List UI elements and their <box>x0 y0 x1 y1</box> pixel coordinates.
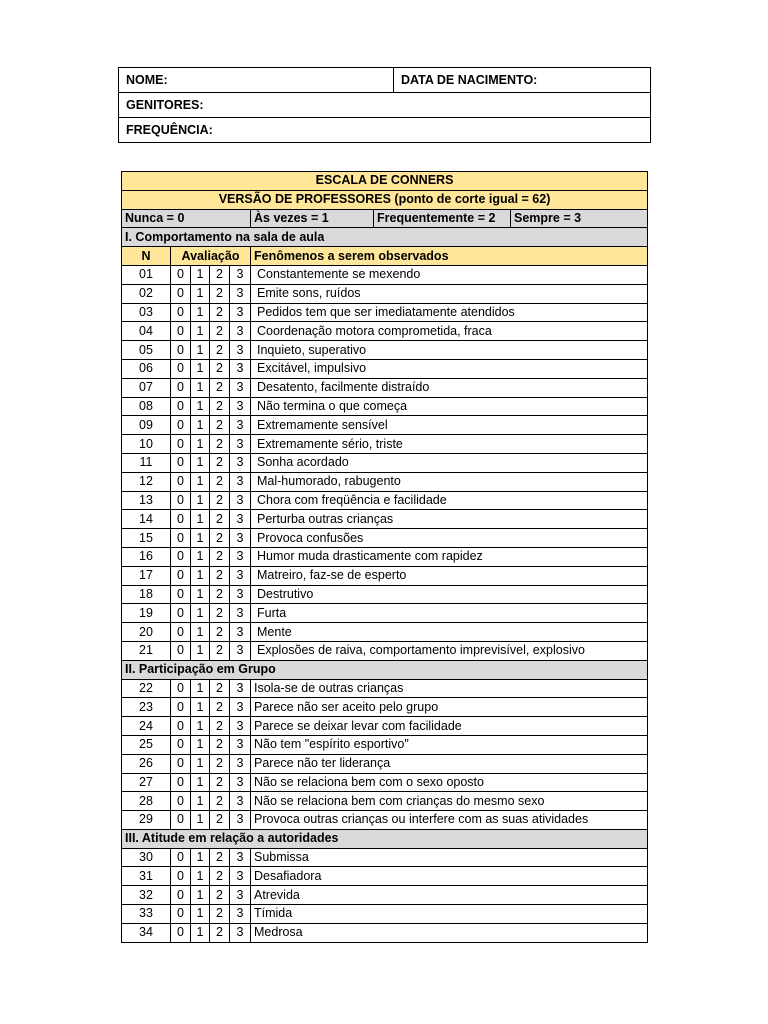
rating-option-2[interactable]: 2 <box>210 378 230 397</box>
rating-option-3[interactable]: 3 <box>230 435 251 454</box>
rating-option-3[interactable]: 3 <box>230 265 251 284</box>
parents-field[interactable]: GENITORES: <box>119 93 651 118</box>
item-number: 07 <box>122 378 171 397</box>
rating-option-0[interactable]: 0 <box>171 773 191 792</box>
item-row <box>122 566 648 585</box>
item-row <box>122 359 648 378</box>
item-description: Não termina o que começa <box>251 397 648 416</box>
rating-option-3[interactable]: 3 <box>230 303 251 322</box>
rating-option-2[interactable]: 2 <box>210 416 230 435</box>
rating-option-1[interactable]: 1 <box>191 792 210 811</box>
item-number: 13 <box>122 491 171 510</box>
item-number: 22 <box>122 679 171 698</box>
item-number: 08 <box>122 397 171 416</box>
item-number: 12 <box>122 472 171 491</box>
header-rating: Avaliação <box>171 247 251 266</box>
rating-option-2[interactable]: 2 <box>210 886 230 905</box>
rating-option-1[interactable]: 1 <box>191 472 210 491</box>
item-description: Extremamente sério, triste <box>251 435 648 454</box>
rating-option-2[interactable]: 2 <box>210 811 230 830</box>
rating-option-0[interactable]: 0 <box>171 435 191 454</box>
rating-option-2[interactable]: 2 <box>210 867 230 886</box>
rating-option-3[interactable]: 3 <box>230 566 251 585</box>
rating-option-1[interactable]: 1 <box>191 359 210 378</box>
item-description: Medrosa <box>251 923 648 942</box>
rating-option-2[interactable]: 2 <box>210 623 230 642</box>
item-description: Humor muda drasticamente com rapidez <box>251 547 648 566</box>
section-title-row <box>122 829 648 848</box>
rating-option-3[interactable]: 3 <box>230 623 251 642</box>
rating-option-2[interactable]: 2 <box>210 510 230 529</box>
rating-option-2[interactable]: 2 <box>210 717 230 736</box>
item-number: 20 <box>122 623 171 642</box>
rating-option-0[interactable]: 0 <box>171 265 191 284</box>
item-row <box>122 547 648 566</box>
rating-option-2[interactable]: 2 <box>210 435 230 454</box>
rating-option-0[interactable]: 0 <box>171 754 191 773</box>
rating-option-3[interactable]: 3 <box>230 848 251 867</box>
item-row <box>122 435 648 454</box>
rating-option-2[interactable]: 2 <box>210 905 230 924</box>
rating-option-1[interactable]: 1 <box>191 547 210 566</box>
rating-option-0[interactable]: 0 <box>171 341 191 360</box>
item-description: Isola-se de outras crianças <box>251 679 648 698</box>
rating-option-3[interactable]: 3 <box>230 811 251 830</box>
rating-legend <box>122 209 648 228</box>
student-info-table <box>118 67 651 143</box>
rating-option-0[interactable]: 0 <box>171 698 191 717</box>
legend-never: Nunca = 0 <box>122 209 251 228</box>
item-row <box>122 679 648 698</box>
section-title: III. Atitude em relação a autoridades <box>122 829 648 848</box>
item-number: 34 <box>122 923 171 942</box>
rating-option-2[interactable]: 2 <box>210 359 230 378</box>
rating-option-1[interactable]: 1 <box>191 717 210 736</box>
item-description: Explosões de raiva, comportamento imprevisível, explosivo <box>251 641 648 660</box>
rating-option-3[interactable]: 3 <box>230 397 251 416</box>
rating-option-2[interactable]: 2 <box>210 303 230 322</box>
item-row <box>122 604 648 623</box>
item-description: Parece não ser aceito pelo grupo <box>251 698 648 717</box>
rating-option-2[interactable]: 2 <box>210 491 230 510</box>
header-phenomena: Fenômenos a serem observados <box>251 247 648 266</box>
rating-option-3[interactable]: 3 <box>230 491 251 510</box>
conners-scale-table <box>121 171 648 943</box>
item-description: Não tem "espírito esportivo" <box>251 735 648 754</box>
rating-option-3[interactable]: 3 <box>230 923 251 942</box>
item-row <box>122 773 648 792</box>
rating-option-0[interactable]: 0 <box>171 848 191 867</box>
item-row <box>122 284 648 303</box>
legend-frequently: Frequentemente = 2 <box>374 209 511 228</box>
rating-option-0[interactable]: 0 <box>171 491 191 510</box>
item-description: Excitável, impulsivo <box>251 359 648 378</box>
rating-option-3[interactable]: 3 <box>230 547 251 566</box>
rating-option-1[interactable]: 1 <box>191 905 210 924</box>
rating-option-0[interactable]: 0 <box>171 303 191 322</box>
rating-option-3[interactable]: 3 <box>230 378 251 397</box>
rating-option-1[interactable]: 1 <box>191 416 210 435</box>
rating-option-3[interactable]: 3 <box>230 641 251 660</box>
rating-option-0[interactable]: 0 <box>171 510 191 529</box>
rating-option-0[interactable]: 0 <box>171 566 191 585</box>
rating-option-2[interactable]: 2 <box>210 604 230 623</box>
item-number: 03 <box>122 303 171 322</box>
rating-option-1[interactable]: 1 <box>191 848 210 867</box>
rating-option-1[interactable]: 1 <box>191 435 210 454</box>
rating-option-2[interactable]: 2 <box>210 923 230 942</box>
birth-date-field[interactable]: DATA DE NACIMENTO: <box>394 68 651 93</box>
rating-option-2[interactable]: 2 <box>210 754 230 773</box>
rating-option-1[interactable]: 1 <box>191 341 210 360</box>
item-number: 04 <box>122 322 171 341</box>
rating-option-3[interactable]: 3 <box>230 529 251 548</box>
rating-option-2[interactable]: 2 <box>210 848 230 867</box>
rating-option-3[interactable]: 3 <box>230 416 251 435</box>
rating-option-0[interactable]: 0 <box>171 604 191 623</box>
item-number: 27 <box>122 773 171 792</box>
item-description: Provoca outras crianças ou interfere com as suas atividades <box>251 811 648 830</box>
item-description: Chora com freqüência e facilidade <box>251 491 648 510</box>
item-number: 11 <box>122 453 171 472</box>
rating-option-1[interactable]: 1 <box>191 585 210 604</box>
item-row <box>122 303 648 322</box>
rating-option-1[interactable]: 1 <box>191 397 210 416</box>
rating-option-1[interactable]: 1 <box>191 566 210 585</box>
item-description: Parece se deixar levar com facilidade <box>251 717 648 736</box>
rating-option-1[interactable]: 1 <box>191 923 210 942</box>
rating-option-0[interactable]: 0 <box>171 735 191 754</box>
item-row <box>122 867 648 886</box>
section-title-row <box>122 228 648 247</box>
item-row <box>122 585 648 604</box>
item-number: 06 <box>122 359 171 378</box>
rating-option-3[interactable]: 3 <box>230 717 251 736</box>
rating-option-0[interactable]: 0 <box>171 811 191 830</box>
rating-option-1[interactable]: 1 <box>191 735 210 754</box>
rating-option-1[interactable]: 1 <box>191 265 210 284</box>
header-n: N <box>122 247 171 266</box>
rating-option-3[interactable]: 3 <box>230 792 251 811</box>
item-description: Constantemente se mexendo <box>251 265 648 284</box>
rating-option-0[interactable]: 0 <box>171 679 191 698</box>
name-field[interactable]: NOME: <box>119 68 394 93</box>
item-number: 23 <box>122 698 171 717</box>
item-number: 25 <box>122 735 171 754</box>
item-number: 15 <box>122 529 171 548</box>
item-description: Desatento, facilmente distraído <box>251 378 648 397</box>
rating-option-0[interactable]: 0 <box>171 886 191 905</box>
rating-option-2[interactable]: 2 <box>210 735 230 754</box>
item-description: Pedidos tem que ser imediatamente atendidos <box>251 303 648 322</box>
item-description: Sonha acordado <box>251 453 648 472</box>
frequency-field[interactable]: FREQUÊNCIA: <box>119 118 651 143</box>
item-row <box>122 886 648 905</box>
item-row <box>122 623 648 642</box>
item-number: 26 <box>122 754 171 773</box>
item-number: 09 <box>122 416 171 435</box>
item-number: 24 <box>122 717 171 736</box>
rating-option-1[interactable]: 1 <box>191 604 210 623</box>
item-row <box>122 416 648 435</box>
rating-option-0[interactable]: 0 <box>171 792 191 811</box>
rating-option-1[interactable]: 1 <box>191 491 210 510</box>
item-description: Furta <box>251 604 648 623</box>
scale-subtitle: VERSÃO DE PROFESSORES (ponto de corte igual = 62) <box>122 190 648 209</box>
section-title: II. Participação em Grupo <box>122 660 648 679</box>
rating-option-2[interactable]: 2 <box>210 773 230 792</box>
rating-option-1[interactable]: 1 <box>191 510 210 529</box>
rating-option-1[interactable]: 1 <box>191 754 210 773</box>
item-description: Inquieto, superativo <box>251 341 648 360</box>
item-number: 31 <box>122 867 171 886</box>
item-number: 32 <box>122 886 171 905</box>
rating-option-3[interactable]: 3 <box>230 773 251 792</box>
rating-option-0[interactable]: 0 <box>171 284 191 303</box>
rating-option-2[interactable]: 2 <box>210 698 230 717</box>
rating-option-0[interactable]: 0 <box>171 923 191 942</box>
rating-option-1[interactable]: 1 <box>191 529 210 548</box>
item-number: 10 <box>122 435 171 454</box>
rating-option-3[interactable]: 3 <box>230 284 251 303</box>
item-number: 30 <box>122 848 171 867</box>
item-description: Coordenação motora comprometida, fraca <box>251 322 648 341</box>
rating-option-2[interactable]: 2 <box>210 453 230 472</box>
scale-title: ESCALA DE CONNERS <box>122 172 648 191</box>
rating-option-2[interactable]: 2 <box>210 585 230 604</box>
rating-option-0[interactable]: 0 <box>171 453 191 472</box>
rating-option-0[interactable]: 0 <box>171 623 191 642</box>
rating-option-3[interactable]: 3 <box>230 510 251 529</box>
item-description: Não se relaciona bem com o sexo oposto <box>251 773 648 792</box>
item-description: Destrutivo <box>251 585 648 604</box>
item-row <box>122 811 648 830</box>
item-row <box>122 491 648 510</box>
item-number: 16 <box>122 547 171 566</box>
item-description: Atrevida <box>251 886 648 905</box>
item-number: 21 <box>122 641 171 660</box>
item-row <box>122 265 648 284</box>
rating-option-2[interactable]: 2 <box>210 265 230 284</box>
rating-option-0[interactable]: 0 <box>171 867 191 886</box>
rating-option-3[interactable]: 3 <box>230 359 251 378</box>
rating-option-2[interactable]: 2 <box>210 472 230 491</box>
rating-option-1[interactable]: 1 <box>191 698 210 717</box>
item-number: 14 <box>122 510 171 529</box>
item-number: 02 <box>122 284 171 303</box>
item-row <box>122 397 648 416</box>
item-description: Submissa <box>251 848 648 867</box>
rating-option-0[interactable]: 0 <box>171 322 191 341</box>
item-row <box>122 322 648 341</box>
rating-option-1[interactable]: 1 <box>191 867 210 886</box>
rating-option-0[interactable]: 0 <box>171 416 191 435</box>
item-row <box>122 529 648 548</box>
rating-option-1[interactable]: 1 <box>191 886 210 905</box>
rating-option-0[interactable]: 0 <box>171 359 191 378</box>
item-row <box>122 341 648 360</box>
legend-sometimes: Às vezes = 1 <box>251 209 374 228</box>
rating-option-0[interactable]: 0 <box>171 472 191 491</box>
item-description: Extremamente sensível <box>251 416 648 435</box>
rating-option-0[interactable]: 0 <box>171 585 191 604</box>
item-description: Mente <box>251 623 648 642</box>
rating-option-3[interactable]: 3 <box>230 472 251 491</box>
item-row <box>122 641 648 660</box>
rating-option-1[interactable]: 1 <box>191 378 210 397</box>
item-description: Tímida <box>251 905 648 924</box>
rating-option-3[interactable]: 3 <box>230 754 251 773</box>
rating-option-1[interactable]: 1 <box>191 623 210 642</box>
rating-option-3[interactable]: 3 <box>230 735 251 754</box>
rating-option-2[interactable]: 2 <box>210 322 230 341</box>
item-description: Matreiro, faz-se de esperto <box>251 566 648 585</box>
rating-option-0[interactable]: 0 <box>171 717 191 736</box>
rating-option-1[interactable]: 1 <box>191 811 210 830</box>
rating-option-0[interactable]: 0 <box>171 378 191 397</box>
section-title: I. Comportamento na sala de aula <box>122 228 648 247</box>
rating-option-0[interactable]: 0 <box>171 529 191 548</box>
rating-option-1[interactable]: 1 <box>191 322 210 341</box>
item-number: 29 <box>122 811 171 830</box>
item-number: 18 <box>122 585 171 604</box>
rating-option-3[interactable]: 3 <box>230 679 251 698</box>
item-row <box>122 735 648 754</box>
rating-option-0[interactable]: 0 <box>171 547 191 566</box>
item-row <box>122 698 648 717</box>
rating-option-2[interactable]: 2 <box>210 792 230 811</box>
item-row <box>122 472 648 491</box>
item-row <box>122 717 648 736</box>
rating-option-1[interactable]: 1 <box>191 679 210 698</box>
rating-option-1[interactable]: 1 <box>191 773 210 792</box>
item-description: Não se relaciona bem com crianças do mesmo sexo <box>251 792 648 811</box>
rating-option-0[interactable]: 0 <box>171 641 191 660</box>
item-row <box>122 923 648 942</box>
rating-option-3[interactable]: 3 <box>230 886 251 905</box>
item-row <box>122 754 648 773</box>
rating-option-1[interactable]: 1 <box>191 453 210 472</box>
item-description: Parece não ter liderança <box>251 754 648 773</box>
rating-option-2[interactable]: 2 <box>210 679 230 698</box>
rating-option-2[interactable]: 2 <box>210 284 230 303</box>
legend-always: Sempre = 3 <box>511 209 648 228</box>
rating-option-3[interactable]: 3 <box>230 341 251 360</box>
item-row <box>122 905 648 924</box>
column-header-row <box>122 247 648 266</box>
section-title-row <box>122 660 648 679</box>
rating-option-3[interactable]: 3 <box>230 322 251 341</box>
item-number: 19 <box>122 604 171 623</box>
item-row <box>122 510 648 529</box>
item-number: 28 <box>122 792 171 811</box>
item-description: Emite sons, ruídos <box>251 284 648 303</box>
rating-option-2[interactable]: 2 <box>210 547 230 566</box>
item-description: Perturba outras crianças <box>251 510 648 529</box>
item-row <box>122 848 648 867</box>
item-description: Mal-humorado, rabugento <box>251 472 648 491</box>
rating-option-2[interactable]: 2 <box>210 566 230 585</box>
rating-option-2[interactable]: 2 <box>210 641 230 660</box>
rating-option-3[interactable]: 3 <box>230 585 251 604</box>
item-number: 17 <box>122 566 171 585</box>
rating-option-2[interactable]: 2 <box>210 397 230 416</box>
item-row <box>122 792 648 811</box>
rating-option-1[interactable]: 1 <box>191 303 210 322</box>
item-row <box>122 453 648 472</box>
rating-option-0[interactable]: 0 <box>171 397 191 416</box>
rating-option-3[interactable]: 3 <box>230 905 251 924</box>
rating-option-2[interactable]: 2 <box>210 341 230 360</box>
item-number: 33 <box>122 905 171 924</box>
rating-option-1[interactable]: 1 <box>191 284 210 303</box>
rating-option-3[interactable]: 3 <box>230 698 251 717</box>
item-row <box>122 378 648 397</box>
rating-option-2[interactable]: 2 <box>210 529 230 548</box>
rating-option-3[interactable]: 3 <box>230 604 251 623</box>
rating-option-3[interactable]: 3 <box>230 867 251 886</box>
item-number: 01 <box>122 265 171 284</box>
item-description: Provoca confusões <box>251 529 648 548</box>
item-description: Desafiadora <box>251 867 648 886</box>
rating-option-1[interactable]: 1 <box>191 641 210 660</box>
rating-option-3[interactable]: 3 <box>230 453 251 472</box>
item-number: 05 <box>122 341 171 360</box>
rating-option-0[interactable]: 0 <box>171 905 191 924</box>
